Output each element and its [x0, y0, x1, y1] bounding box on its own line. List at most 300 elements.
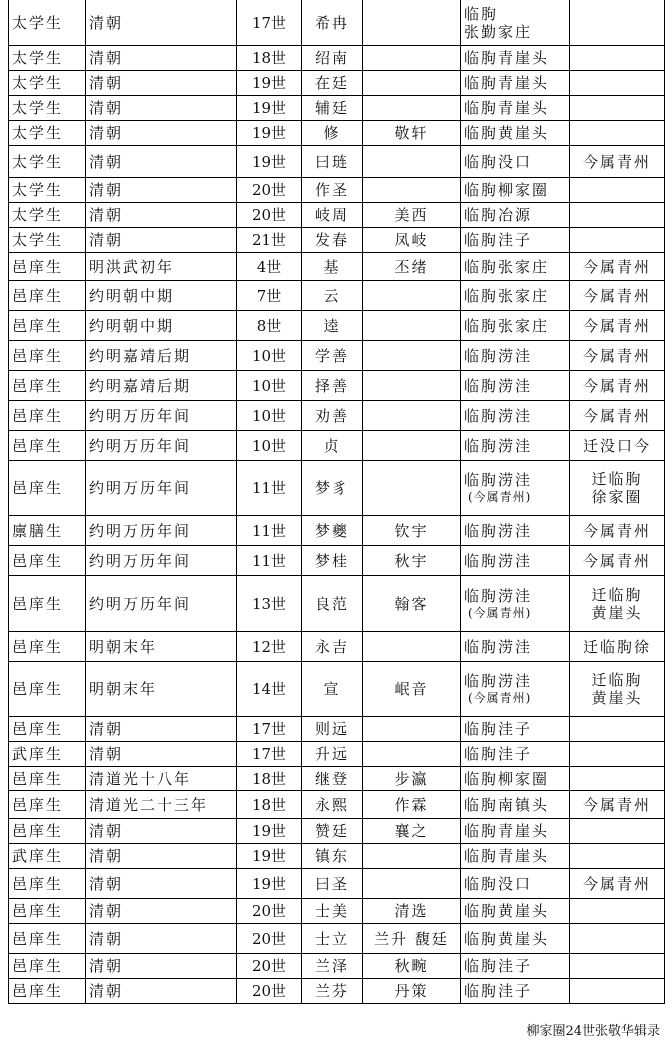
generation-cell-text: 19世 — [251, 99, 287, 117]
note-cell — [570, 632, 665, 662]
generation-cell — [237, 228, 302, 253]
table-row — [9, 576, 665, 632]
generation-cell-text: 19世 — [251, 152, 287, 171]
table-row — [9, 228, 665, 253]
name-cell — [302, 401, 363, 431]
degree-cell-text: 太学生 — [12, 206, 64, 224]
generation-cell-text: 20世 — [251, 982, 287, 1000]
note-cell — [570, 178, 665, 203]
name-cell — [302, 311, 363, 341]
generation-cell — [237, 742, 302, 767]
table-row — [9, 461, 665, 516]
location-cell — [461, 341, 570, 371]
degree-cell — [9, 899, 86, 924]
name-cell — [302, 979, 363, 1004]
degree-cell — [9, 791, 86, 819]
table-row — [9, 954, 665, 979]
note-cell — [570, 71, 665, 96]
name-cell — [302, 0, 363, 46]
degree-cell — [9, 869, 86, 899]
table-row — [9, 869, 665, 899]
name-cell — [302, 341, 363, 371]
generation-cell-text: 10世 — [251, 346, 287, 365]
degree-cell-text: 太学生 — [12, 152, 64, 171]
generation-cell — [237, 461, 302, 516]
location-cell — [461, 371, 570, 401]
table-row — [9, 146, 665, 178]
generation-cell — [237, 979, 302, 1004]
note-cell — [570, 954, 665, 979]
name-cell-text: 学善 — [314, 346, 349, 365]
location-cell-text: 临朐涝洼 — [464, 637, 533, 656]
generation-cell — [237, 899, 302, 924]
generation-cell — [237, 71, 302, 96]
note-cell — [570, 431, 665, 461]
era-cell — [86, 341, 237, 371]
note-cell — [570, 546, 665, 576]
name-cell-text: 曰琏 — [314, 152, 349, 171]
location-cell-text: 临朐黄崖头 — [464, 929, 550, 948]
era-cell-text: 清朝 — [89, 822, 124, 840]
courtesy-name-cell — [363, 791, 461, 819]
name-cell-text: 修 — [323, 124, 341, 142]
generation-cell — [237, 121, 302, 146]
note-cell — [570, 742, 665, 767]
degree-cell — [9, 228, 86, 253]
name-cell — [302, 228, 363, 253]
era-cell — [86, 281, 237, 311]
era-cell — [86, 546, 237, 576]
courtesy-name-cell-text: 兰升 馥廷 — [374, 929, 449, 948]
location-cell-text: 临朐张家庄 — [464, 286, 550, 305]
courtesy-name-cell — [363, 516, 461, 546]
degree-cell — [9, 203, 86, 228]
era-cell-text: 清朝 — [89, 745, 124, 763]
name-cell-text: 绍南 — [314, 49, 349, 67]
degree-cell-text: 邑庠生 — [12, 680, 64, 698]
courtesy-name-cell — [363, 203, 461, 228]
location-cell-text: 临朐柳家圈 — [464, 181, 550, 199]
courtesy-name-cell — [363, 717, 461, 742]
courtesy-name-cell-text: 钦宇 — [394, 521, 429, 540]
note-cell-text: 今属青州 — [582, 874, 651, 893]
generation-cell — [237, 869, 302, 899]
name-cell-text: 劝善 — [314, 406, 349, 425]
era-cell — [86, 899, 237, 924]
location-cell-text: 临朐洼子 — [464, 231, 533, 249]
generation-cell-text: 11世 — [251, 479, 287, 497]
era-cell-text: 清朝 — [89, 231, 124, 249]
degree-cell — [9, 0, 86, 46]
name-cell — [302, 253, 363, 281]
degree-cell — [9, 281, 86, 311]
location-cell-text: 临朐柳家圈 — [464, 769, 550, 788]
courtesy-name-cell — [363, 71, 461, 96]
name-cell-text: 则远 — [314, 720, 349, 738]
courtesy-name-cell-text: 敬轩 — [394, 124, 429, 142]
courtesy-name-cell — [363, 178, 461, 203]
name-cell — [302, 371, 363, 401]
location-cell — [461, 954, 570, 979]
table-row — [9, 899, 665, 924]
generation-cell-text: 12世 — [251, 637, 287, 656]
name-cell-text: 梦夔 — [314, 521, 349, 540]
note-cell-text: 今属青州 — [582, 521, 651, 540]
degree-cell-text: 邑庠生 — [12, 637, 64, 656]
location-cell — [461, 46, 570, 71]
generation-cell — [237, 281, 302, 311]
location-cell — [461, 311, 570, 341]
name-cell — [302, 576, 363, 632]
era-cell — [86, 146, 237, 178]
courtesy-name-cell-text: 秋畹 — [394, 957, 429, 975]
era-cell-text: 清朝 — [89, 847, 124, 865]
era-cell — [86, 461, 237, 516]
degree-cell-text: 太学生 — [12, 124, 64, 142]
generation-cell-text: 8世 — [256, 316, 282, 335]
location-cell-text: 临朐张家庄 — [464, 257, 550, 276]
courtesy-name-cell-text: 襄之 — [394, 822, 429, 840]
degree-cell — [9, 461, 86, 516]
location-cell — [461, 767, 570, 791]
note-cell — [570, 311, 665, 341]
degree-cell-text: 太学生 — [12, 231, 64, 249]
generation-cell — [237, 178, 302, 203]
note-cell — [570, 228, 665, 253]
location-note: (今属青州) — [468, 605, 532, 620]
era-cell-text: 清朝 — [89, 49, 124, 67]
era-cell — [86, 516, 237, 546]
courtesy-name-cell — [363, 281, 461, 311]
table-row — [9, 662, 665, 717]
name-cell-text: 云 — [323, 286, 341, 305]
degree-cell-text: 邑庠生 — [12, 795, 64, 814]
name-cell-text: 兰泽 — [314, 957, 349, 975]
name-cell-text: 永熙 — [314, 795, 349, 814]
courtesy-name-cell — [363, 662, 461, 717]
courtesy-name-cell — [363, 253, 461, 281]
note-cell — [570, 281, 665, 311]
degree-cell — [9, 632, 86, 662]
name-cell-text: 逵 — [323, 316, 341, 335]
generation-cell-text: 20世 — [251, 902, 287, 920]
degree-cell — [9, 516, 86, 546]
name-cell — [302, 146, 363, 178]
name-cell-text: 梦豸 — [314, 479, 349, 497]
generation-cell-text: 20世 — [251, 957, 287, 975]
generation-cell-text: 19世 — [251, 124, 287, 142]
era-cell — [86, 0, 237, 46]
location-cell — [461, 576, 570, 632]
courtesy-name-cell-text: 步瀛 — [394, 769, 429, 788]
note-cell-text: 今属青州 — [582, 551, 651, 570]
table-row — [9, 632, 665, 662]
courtesy-name-cell — [363, 979, 461, 1004]
table-row — [9, 767, 665, 791]
note-cell — [570, 869, 665, 899]
table-row — [9, 844, 665, 869]
location-cell-text: 临朐涝洼 — [464, 406, 533, 425]
name-cell — [302, 924, 363, 954]
location-cell — [461, 924, 570, 954]
location-cell — [461, 717, 570, 742]
location-cell — [461, 516, 570, 546]
location-cell — [461, 281, 570, 311]
generation-cell-text: 10世 — [251, 436, 287, 455]
era-cell-text: 约明万历年间 — [89, 521, 192, 540]
era-cell — [86, 46, 237, 71]
location-cell — [461, 178, 570, 203]
generation-cell — [237, 311, 302, 341]
location-cell — [461, 791, 570, 819]
degree-cell — [9, 717, 86, 742]
note-cell — [570, 253, 665, 281]
name-cell — [302, 281, 363, 311]
courtesy-name-cell — [363, 341, 461, 371]
note-cell-text: 迁临朐 黄崖头 — [591, 585, 643, 622]
degree-cell-text: 邑庠生 — [12, 257, 64, 276]
era-cell-text: 约明万历年间 — [89, 436, 192, 455]
courtesy-name-cell — [363, 461, 461, 516]
location-cell — [461, 121, 570, 146]
note-cell — [570, 576, 665, 632]
location-cell-text: 临朐没口 — [464, 152, 533, 171]
table-row — [9, 979, 665, 1004]
name-cell — [302, 742, 363, 767]
courtesy-name-cell — [363, 401, 461, 431]
degree-cell — [9, 819, 86, 844]
generation-cell — [237, 341, 302, 371]
generation-cell — [237, 717, 302, 742]
table-row — [9, 546, 665, 576]
courtesy-name-cell-text: 岷音 — [394, 680, 429, 698]
courtesy-name-cell — [363, 954, 461, 979]
degree-cell-text: 邑庠生 — [12, 376, 64, 395]
name-cell-text: 士立 — [314, 929, 349, 948]
generation-cell-text: 7世 — [256, 286, 282, 305]
courtesy-name-cell — [363, 228, 461, 253]
era-cell-text: 约明万历年间 — [89, 406, 192, 425]
courtesy-name-cell — [363, 899, 461, 924]
degree-cell — [9, 371, 86, 401]
table-row — [9, 742, 665, 767]
generation-cell-text: 21世 — [251, 231, 287, 249]
note-cell — [570, 46, 665, 71]
name-cell — [302, 178, 363, 203]
note-cell — [570, 979, 665, 1004]
degree-cell-text: 武庠生 — [12, 745, 64, 763]
table-row — [9, 253, 665, 281]
degree-cell — [9, 576, 86, 632]
degree-cell — [9, 546, 86, 576]
table-body — [9, 0, 665, 1004]
era-cell-text: 清朝 — [89, 929, 124, 948]
location-cell — [461, 819, 570, 844]
courtesy-name-cell — [363, 819, 461, 844]
name-cell — [302, 791, 363, 819]
location-cell — [461, 632, 570, 662]
generation-cell — [237, 0, 302, 46]
degree-cell — [9, 767, 86, 791]
degree-cell-text: 廪膳生 — [12, 521, 64, 540]
era-cell — [86, 576, 237, 632]
note-cell-text: 今属青州 — [582, 406, 651, 425]
name-cell — [302, 461, 363, 516]
name-cell — [302, 899, 363, 924]
location-cell — [461, 401, 570, 431]
table-row — [9, 924, 665, 954]
scholar-roster-table — [8, 0, 665, 1004]
name-cell-text: 兰芬 — [314, 982, 349, 1000]
generation-cell-text: 11世 — [251, 551, 287, 570]
degree-cell-text: 邑庠生 — [12, 406, 64, 425]
degree-cell-text: 邑庠生 — [12, 957, 64, 975]
note-cell — [570, 203, 665, 228]
table-row — [9, 819, 665, 844]
courtesy-name-cell-text: 秋宇 — [394, 551, 429, 570]
generation-cell — [237, 576, 302, 632]
table-row — [9, 401, 665, 431]
generation-cell-text: 20世 — [251, 181, 287, 199]
generation-cell — [237, 954, 302, 979]
location-cell-text: 临朐没口 — [464, 874, 533, 893]
table-row — [9, 121, 665, 146]
location-cell — [461, 0, 570, 46]
degree-cell-text: 邑庠生 — [12, 346, 64, 365]
era-cell-text: 清朝 — [89, 982, 124, 1000]
era-cell-text: 清朝 — [89, 902, 124, 920]
era-cell-text: 清朝 — [89, 957, 124, 975]
note-cell-text: 迁临朐 黄崖头 — [591, 671, 643, 707]
generation-cell-text: 13世 — [251, 594, 287, 613]
name-cell-text: 良范 — [314, 594, 349, 613]
table-row — [9, 281, 665, 311]
era-cell-text: 约明嘉靖后期 — [89, 376, 192, 395]
location-cell-text: 临朐涝洼 — [464, 376, 533, 395]
courtesy-name-cell — [363, 844, 461, 869]
table-row — [9, 791, 665, 819]
courtesy-name-cell — [363, 96, 461, 121]
era-cell-text: 约明嘉靖后期 — [89, 346, 192, 365]
location-cell-text: 临朐青崖头 — [464, 822, 550, 840]
location-cell-text: 临朐青崖头 — [464, 99, 550, 117]
era-cell-text: 清朝 — [89, 874, 124, 893]
era-cell — [86, 819, 237, 844]
table-row — [9, 71, 665, 96]
era-cell-text: 清朝 — [89, 99, 124, 117]
compiler-credit: 柳家圈24世张敬华辑录 — [526, 1024, 660, 1039]
note-cell — [570, 401, 665, 431]
location-cell-text: 临朐洼子 — [464, 982, 533, 1000]
degree-cell — [9, 924, 86, 954]
generation-cell — [237, 253, 302, 281]
name-cell-text: 永吉 — [314, 637, 349, 656]
note-cell-text: 迁临朐徐 — [582, 637, 651, 656]
location-cell — [461, 228, 570, 253]
name-cell-text: 在廷 — [314, 74, 349, 92]
generation-cell-text: 14世 — [251, 680, 287, 698]
name-cell — [302, 869, 363, 899]
era-cell-text: 清朝 — [89, 13, 124, 32]
note-cell — [570, 121, 665, 146]
location-cell — [461, 979, 570, 1004]
generation-cell — [237, 146, 302, 178]
table-row — [9, 0, 665, 46]
location-cell — [461, 742, 570, 767]
degree-cell-text: 武庠生 — [12, 847, 64, 865]
note-cell — [570, 96, 665, 121]
location-cell-text: 临朐洼子 — [464, 745, 533, 763]
generation-cell-text: 4世 — [256, 257, 282, 276]
degree-cell — [9, 71, 86, 96]
courtesy-name-cell — [363, 632, 461, 662]
note-cell-text: 今属青州 — [582, 376, 651, 395]
generation-cell — [237, 662, 302, 717]
generation-cell — [237, 924, 302, 954]
era-cell — [86, 401, 237, 431]
note-cell — [570, 791, 665, 819]
degree-cell-text: 邑庠生 — [12, 286, 64, 305]
generation-cell-text: 18世 — [251, 49, 287, 67]
generation-cell-text: 11世 — [251, 521, 287, 540]
note-cell-text: 迁没口今 — [582, 436, 651, 455]
location-cell-text: 临朐黄崖头 — [464, 124, 550, 142]
name-cell — [302, 431, 363, 461]
era-cell-text: 清道光十八年 — [89, 769, 192, 788]
name-cell-text: 岐周 — [314, 206, 349, 224]
generation-cell — [237, 516, 302, 546]
note-cell — [570, 371, 665, 401]
era-cell — [86, 96, 237, 121]
name-cell-text: 发春 — [314, 231, 349, 249]
degree-cell-text: 邑庠生 — [12, 551, 64, 570]
name-cell — [302, 844, 363, 869]
location-note: (今属青州) — [468, 490, 532, 504]
name-cell-text: 曰圣 — [314, 874, 349, 893]
note-cell-text: 今属青州 — [582, 152, 651, 171]
courtesy-name-cell-text: 丕绪 — [394, 257, 429, 276]
location-cell — [461, 461, 570, 516]
courtesy-name-cell-text: 美西 — [394, 206, 429, 224]
courtesy-name-cell-text: 凤岐 — [394, 231, 429, 249]
location-cell — [461, 203, 570, 228]
degree-cell — [9, 178, 86, 203]
name-cell — [302, 516, 363, 546]
table-row — [9, 96, 665, 121]
name-cell-text: 辅廷 — [314, 99, 349, 117]
degree-cell-text: 邑庠生 — [12, 982, 64, 1000]
location-cell — [461, 869, 570, 899]
note-cell-text: 今属青州 — [582, 316, 651, 335]
generation-cell — [237, 767, 302, 791]
generation-cell-text: 18世 — [251, 769, 287, 788]
location-cell-text: 临朐涝洼 — [464, 471, 533, 489]
name-cell-text: 赞廷 — [314, 822, 349, 840]
era-cell — [86, 717, 237, 742]
era-cell — [86, 954, 237, 979]
courtesy-name-cell — [363, 742, 461, 767]
location-cell-text: 临朐涝洼 — [464, 436, 533, 455]
generation-cell-text: 19世 — [251, 74, 287, 92]
note-cell — [570, 924, 665, 954]
era-cell-text: 清朝 — [89, 74, 124, 92]
location-cell-text: 临朐冶源 — [464, 206, 533, 224]
degree-cell — [9, 954, 86, 979]
generation-cell-text: 10世 — [251, 376, 287, 395]
era-cell — [86, 311, 237, 341]
generation-cell — [237, 546, 302, 576]
generation-cell — [237, 401, 302, 431]
